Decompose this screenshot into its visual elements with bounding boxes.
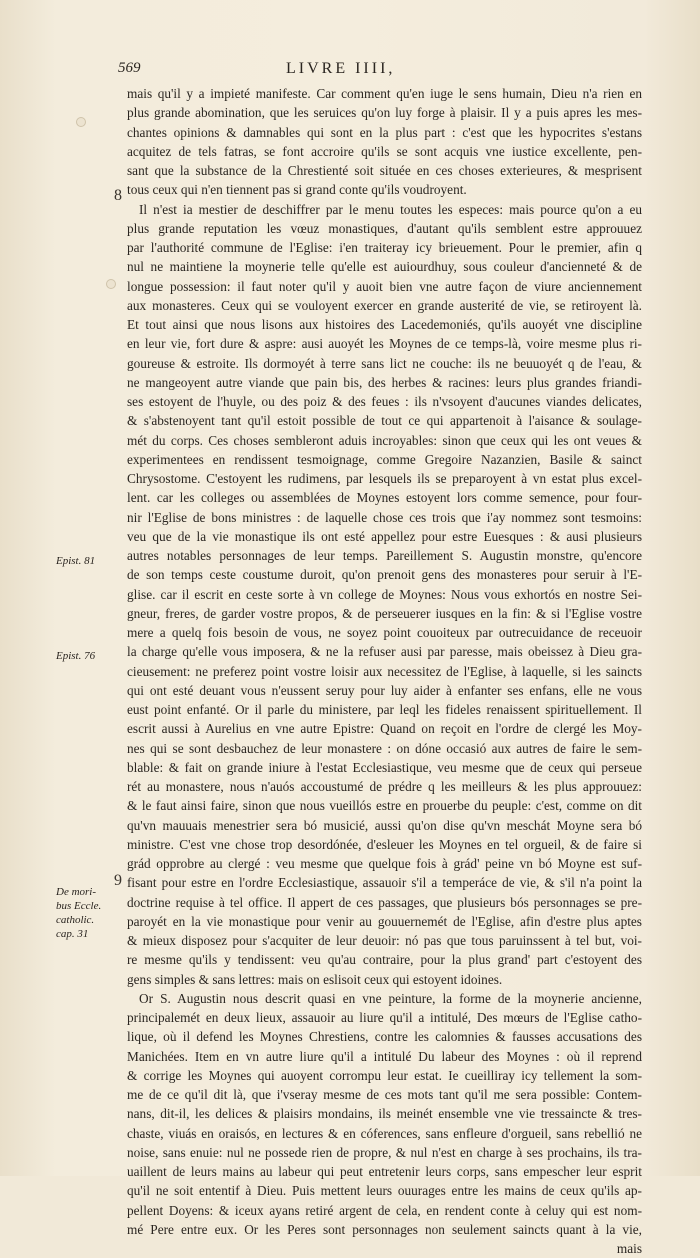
running-title: LIVRE IIII,	[286, 60, 396, 77]
text-line: cieusement: ne preferez point vostre loisir aux necessitez de l'Eglise, à laquelle, si les saincts	[127, 663, 642, 679]
text-line: re mesme qu'ils y tendissent: veu qu'au contraire, pour la plus grand' part c'estoyent des	[127, 952, 642, 968]
text-line: plus grande abomination, que les seruices qu'on luy forge à plaisir. Il y a puis apres les mes-	[127, 105, 642, 121]
text-line: veu que de la vie monastique ils ont esté appellez pour estre Euesques : & ausi plusieurs	[127, 528, 642, 544]
text-line: acquitez de tels fatras, se font accroire qu'ils se sont acquis vne iustice excellente, pen-	[127, 143, 642, 159]
text-line: mét du corps. Ces choses sembleront aduis incroyables: sinon que ceux qui les ont veues &	[127, 432, 642, 448]
text-line: nir l'Eglise de bons ministres : de laquelle chose ces trois que i'ay nommez sont tesmoins:	[127, 509, 642, 525]
text-line: doctrine requise à tel office. Il appert de ces passages, que plusieurs bós personnages se pre-	[127, 894, 642, 910]
text-line: autres notables personnages de leur temps. Pareillement S. Augustin monstre, qu'encore	[127, 548, 642, 563]
margin-note-epist-76: Epist. 76	[56, 650, 96, 662]
text-line: nans, dit-il, les delices & plaisirs mondains, ils meinét ensemble vne vie tressaincte & tres-	[127, 1106, 642, 1122]
catchword: mais	[616, 1241, 642, 1256]
text-line: grád opprobre au clergé : veu mesme que quelque fois à grád' peine vn bó Moyne est suf-	[127, 856, 642, 871]
section-mark: 8	[114, 187, 122, 204]
text-line: par l'authorité commune de l'Eglise: i'en traiteray icy brieuement. Pour le premier, afin q	[127, 240, 642, 255]
body-text	[127, 84, 642, 1258]
text-line: goureuse & estroite. Ils dormoyét à terre sans lict ne couche: ils ne beuuoyét q de l'eau, &	[127, 355, 642, 371]
text-line: de son temps ceste coustume duroit, qu'on prenoit gens des monasteres pour seruir à l'E-	[127, 567, 642, 583]
text-line: sant que la substance de la Chrestienté soit située en ces choses exterieures, & mesprisent	[127, 163, 642, 178]
text-line: nul ne maintiene la moynerie telle qu'elle est auiourdhuy, sous couleur d'ancienneté & de	[127, 259, 642, 275]
text-line: aux monasteres. Ceux qui se vouloyent exercer en grande austerité de vie, se retiroyent là.	[127, 297, 642, 313]
text-line: qu'vn mauuais menestrier sera bó musicié, aussi qu'on dise qu'vn meschát Moyne sera bó	[127, 817, 642, 833]
margin-note-line: catholic.	[56, 914, 95, 926]
page-header	[118, 60, 648, 82]
text-line: glise. car il escrit en ceste sorte à vn college de Moynes: Nous vous exhortós en nostre Sei-	[127, 586, 642, 602]
page-number: 569	[118, 60, 141, 76]
text-line: rét au monastere, nous n'auós accoustumé de prédre q les meilleurs & les plus approuuez:	[127, 779, 642, 794]
text-line: chantes opinions & damnables qui sont en la plus part : c'est que les hypocrites s'estans	[127, 124, 642, 140]
text-line: & corrige les Moynes qui auoyent corrompu leur estat. Ie cueilliray icy tellement la som-	[127, 1067, 642, 1083]
text-line: Manichées. Item en vn autre liure qu'il a intitulé Du labeur des Moynes : où il reprend	[127, 1048, 642, 1064]
text-line: mais qu'il y a impieté manifeste. Car comment qu'en iuge le sens humain, Dieu n'a rien en	[127, 86, 642, 101]
text-line: experimentees en rendissent tesmoignage, comme Gregoire Nazanzien, Basile & sainct	[127, 451, 642, 467]
text-line: fisant pour estre en l'ordre Ecclesiastique, assauoir s'il a temperáce de vie, & s'il n'a point la	[127, 875, 642, 891]
text-line: ses estoyent de l'huyle, ou des poiz & des feues : ils n'vsoyent d'aucunes viandes delicates,	[127, 394, 642, 409]
text-line: lique, où il defend les Moynes Chrestiens, contre les calomnies & fausses accusations des	[127, 1029, 642, 1045]
text-line: qui ont esté deuant vous n'eussent seruy pour luy aider à enfanter ses enfans, elle ne vous	[127, 682, 642, 698]
text-line: Il n'est ia mestier de deschiffrer par le menu toutes les especes: mais pource qu'on a eu	[139, 201, 642, 217]
text-line: chaste, viuás en oraisós, en lectures & en cóferences, sans enfleure d'orgueil, sans rebellió ne	[127, 1125, 642, 1141]
text-line: Or S. Augustin nous descrit quasi en vne peinture, la forme de la moynerie ancienne,	[139, 990, 642, 1006]
text-line: noise, sans enuie: nul ne possede rien de propre, & nul n'est en charge à ses prochains, ils tra-	[127, 1144, 642, 1160]
section-mark: 9	[114, 872, 122, 889]
text-line: mé Pere entre eux. Or les Peres sont personnages non seulement saincts quant à la vie,	[127, 1221, 642, 1237]
text-line: blable: & fait on grande iniure à l'estat Ecclesiastique, veu mesme que de ceux qui perseue	[127, 759, 642, 775]
text-line: principalemét en deux lieux, assauoir au liure qu'il a intitulé, Des mœurs de l'Eglise catho-	[127, 1010, 642, 1025]
text-line: paroyét en la vie monastique pour venir au gouuernemét de l'Eglise, afin d'estre plus aptes	[127, 913, 642, 929]
text-line: pellent Doyens: & iceux ayans retiré argent de cela, en rendent conte à celuy qui est nom-	[127, 1202, 642, 1218]
margin-note-line: De mori-	[56, 886, 97, 898]
margin-note-epist-81: Epist. 81	[56, 555, 96, 567]
text-line: eust point enfanté. Or il parle du ministere, par leql les fideles renaissent spirituellement. Il	[127, 702, 642, 717]
margin-note-de-moribus	[56, 885, 101, 941]
text-line: nes qui se sont desbauchez de leur monastere : on dóne occasió aux autres de faire le sem-	[127, 740, 642, 756]
binding-hole	[106, 279, 116, 289]
text-line: en leur vie, fort dure & aspre: ausi auoyét les Moynes de ce temps-là, voire mesme plus ri-	[127, 336, 642, 352]
text-line: gneur, freres, de garder vostre propos, & de perseuerer iusques en la fin: & si l'Eglise vostre	[127, 605, 642, 621]
margin-note-line: cap. 31	[56, 928, 89, 940]
text-line: tous ceux qui n'en tiennent pas si grand conte qu'ils voudroyent.	[127, 182, 467, 198]
text-line: me de ce qu'il dit là, que i'vseray mesme de ces mots tant qu'il me sera possible: Contem-	[127, 1087, 642, 1102]
text-line: longue possession: il faut noter qu'il y auoit bien vne autre façon de viure anciennement	[127, 278, 642, 294]
text-line: plus grande reputation les vœuz monastiques, d'autant qu'ils semblent estre approuuez	[127, 220, 642, 236]
text-line: & le faut ainsi faire, sinon que nous vueillós estre en prouerbe du peuple: c'est, comme on dit	[127, 798, 642, 814]
binding-hole	[76, 117, 86, 127]
text-line: mere a quelq fois besoin de vous, ne soyez point couoiteux par outrecuidance de receuoir	[127, 625, 642, 640]
text-line: Et tout ainsi que nous lisons aux histoires des Lacedemoniés, qu'ils auoyét vne discipline	[127, 317, 642, 332]
text-line: Chrysostome. C'estoyent les rudimens, par lesquels ils se preparoyent à vn estat plus excel-	[127, 471, 642, 486]
text-line: lent. car les colleges ou assemblées de Moynes estoyent lors comme semence, pour four-	[127, 490, 642, 506]
text-line: escrit aussi à Aurelius en vne autre Epistre: Quand on reçoit en l'ordre de clergé les Moy-	[127, 721, 642, 737]
text-line: ne mangeoyent autre viande que pain bis, des herbes & racines: leurs plus grandes friandi-	[127, 374, 642, 390]
text-line: & s'abstenoyent tant qu'il estoit possible de tout ce qui appartenoit à l'aisance & soulage-	[127, 413, 642, 429]
text-line: ministre. C'est vne chose trop desordónée, d'esleuer les Moynes en tel orgueil, & de faire si	[127, 836, 642, 852]
text-line: gens simples & sans lettres: mais on eslisoit ceux qui estoyent idoines.	[127, 971, 503, 987]
text-line: & mieux disposez pour s'acquiter de leur deuoir: nó pas que tous paruinssent à tel but, voi-	[127, 933, 642, 948]
text-line: uaillent de leurs mains au labeur qui peut entretenir leurs corps, sans empescher leur esprit	[127, 1164, 642, 1179]
text-line: qu'il ne soit ententif à Dieu. Puis mettent leurs ouurages entre les mains de ceux qu'ils ap-	[127, 1183, 642, 1199]
text-line: la charge qu'elle vous imposera, & ne la refuser ausi par paresse, mais obeissez à Dieu gra-	[127, 644, 642, 660]
margin-note-line: bus Eccle.	[56, 900, 102, 912]
